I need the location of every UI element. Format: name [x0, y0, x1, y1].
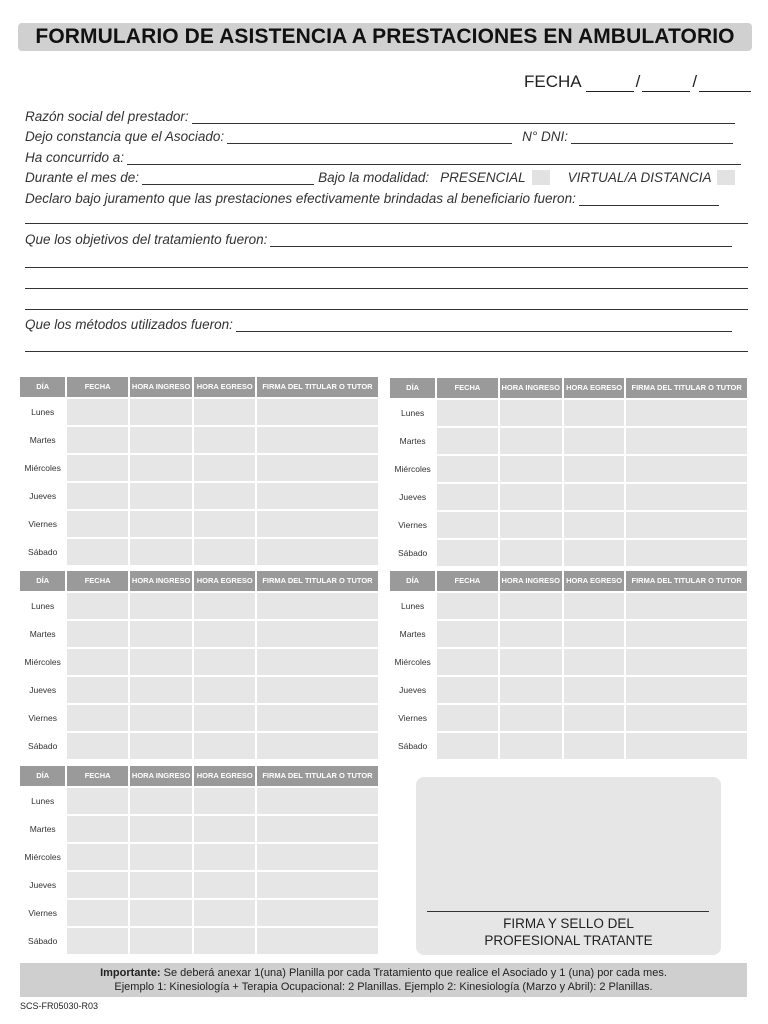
signature-line: [427, 911, 709, 912]
table-row: [390, 512, 747, 538]
schedule-table-2: [388, 376, 749, 568]
day-label: Miércoles: [390, 649, 435, 675]
hora-egreso-cell[interactable]: [564, 705, 624, 731]
table-row: [20, 816, 378, 842]
column-header: FECHA: [67, 571, 128, 591]
day-label: Martes: [390, 621, 435, 647]
hora-ingreso-cell[interactable]: [130, 677, 193, 703]
firma-cell[interactable]: [626, 621, 747, 647]
note-line-1: [20, 966, 747, 980]
hora-egreso-cell[interactable]: [194, 788, 255, 814]
table-row: [390, 621, 747, 647]
mes-label: Durante el mes de:: [25, 170, 140, 185]
mes-row: [25, 169, 735, 185]
day-label: Jueves: [390, 484, 435, 510]
column-header: FIRMA DEL TITULAR O TUTOR: [626, 378, 747, 398]
day-label: Miércoles: [20, 844, 65, 870]
fecha-cell[interactable]: [437, 649, 497, 675]
fecha-cell[interactable]: [67, 844, 128, 870]
asociado-field[interactable]: [227, 130, 512, 144]
day-label: Miércoles: [20, 455, 65, 481]
hora-egreso-cell[interactable]: [194, 649, 255, 675]
hora-egreso-cell[interactable]: [194, 705, 255, 731]
hora-egreso-cell[interactable]: [564, 593, 624, 619]
day-label: Miércoles: [20, 649, 65, 675]
hora-ingreso-cell[interactable]: [130, 788, 193, 814]
fecha-cell[interactable]: [67, 483, 128, 509]
table-row: [390, 484, 747, 510]
fecha-cell[interactable]: [437, 540, 497, 566]
asociado-row: [25, 128, 733, 144]
fecha-row: [524, 72, 751, 92]
day-label: Sábado: [390, 733, 435, 759]
form-title: FORMULARIO DE ASISTENCIA A PRESTACIONES EN AMBULATORIO: [18, 23, 752, 51]
column-header: FECHA: [437, 378, 497, 398]
hora-egreso-cell[interactable]: [194, 872, 255, 898]
schedule-table-4: [388, 569, 749, 761]
note-label: Importante:: [100, 967, 161, 979]
table-row: [390, 428, 747, 454]
hora-egreso-cell[interactable]: [194, 455, 255, 481]
hora-egreso-cell[interactable]: [564, 649, 624, 675]
table-row: [20, 455, 378, 481]
fecha-cell[interactable]: [67, 872, 128, 898]
hora-egreso-cell[interactable]: [194, 427, 255, 453]
column-header: DÍA: [390, 571, 435, 591]
hora-egreso-cell[interactable]: [564, 733, 624, 759]
fecha-cell[interactable]: [437, 456, 497, 482]
table-row: [390, 705, 747, 731]
fecha-sep-2: /: [692, 72, 698, 91]
column-header: FIRMA DEL TITULAR O TUTOR: [257, 377, 378, 397]
day-label: Lunes: [390, 400, 435, 426]
fecha-cell[interactable]: [67, 593, 128, 619]
table-row: [20, 539, 378, 565]
razon-social-field[interactable]: [192, 110, 735, 124]
column-header: FECHA: [67, 766, 128, 786]
column-header: DÍA: [390, 378, 435, 398]
table-row: [20, 872, 378, 898]
table-row: [20, 900, 378, 926]
day-label: Jueves: [20, 872, 65, 898]
firma-cell[interactable]: [626, 733, 747, 759]
hora-ingreso-cell[interactable]: [500, 540, 562, 566]
firma-cell[interactable]: [626, 677, 747, 703]
column-header: DÍA: [20, 571, 65, 591]
fecha-cell[interactable]: [437, 512, 497, 538]
fecha-cell[interactable]: [67, 455, 128, 481]
day-label: Viernes: [20, 900, 65, 926]
fecha-cell[interactable]: [67, 621, 128, 647]
day-label: Viernes: [390, 705, 435, 731]
objetivos-field[interactable]: [270, 233, 732, 247]
hora-ingreso-cell[interactable]: [130, 455, 193, 481]
day-label: Jueves: [20, 483, 65, 509]
day-label: Martes: [20, 621, 65, 647]
signature-box[interactable]: [416, 777, 721, 955]
firma-cell[interactable]: [257, 539, 378, 565]
fecha-cell[interactable]: [437, 400, 497, 426]
fecha-cell[interactable]: [67, 928, 128, 954]
day-label: Martes: [20, 427, 65, 453]
column-header: HORA INGRESO: [130, 377, 193, 397]
declaro-line-2[interactable]: [25, 223, 748, 224]
day-label: Lunes: [390, 593, 435, 619]
fecha-cell[interactable]: [437, 593, 497, 619]
firma-cell[interactable]: [626, 649, 747, 675]
schedule-table-3: [18, 569, 380, 761]
fecha-label: FECHA: [524, 72, 582, 91]
hora-egreso-cell[interactable]: [564, 484, 624, 510]
declaro-label: Declaro bajo juramento que las prestaciones efectivamente brindadas al beneficiario fueron:: [25, 191, 576, 206]
firma-cell[interactable]: [257, 733, 378, 759]
metodos-label: Que los métodos utilizados fueron:: [25, 317, 233, 332]
hora-egreso-cell[interactable]: [194, 677, 255, 703]
firma-cell[interactable]: [257, 816, 378, 842]
hora-ingreso-cell[interactable]: [130, 733, 193, 759]
fecha-cell[interactable]: [67, 511, 128, 537]
fecha-cell[interactable]: [67, 788, 128, 814]
form-code: SCS-FR05030-R03: [20, 1001, 99, 1011]
table-row: [20, 483, 378, 509]
hora-egreso-cell[interactable]: [194, 539, 255, 565]
hora-ingreso-cell[interactable]: [500, 428, 562, 454]
metodos-field[interactable]: [236, 318, 732, 332]
fecha-cell[interactable]: [67, 816, 128, 842]
column-header: HORA EGRESO: [194, 571, 255, 591]
fecha-cell[interactable]: [67, 399, 128, 425]
hora-egreso-cell[interactable]: [194, 483, 255, 509]
table-row: [20, 399, 378, 425]
column-header: HORA INGRESO: [130, 766, 193, 786]
table-row: [390, 733, 747, 759]
day-label: Jueves: [390, 677, 435, 703]
hora-egreso-cell[interactable]: [194, 816, 255, 842]
firma-cell[interactable]: [257, 483, 378, 509]
hora-ingreso-cell[interactable]: [500, 733, 562, 759]
table-row: [390, 400, 747, 426]
concurrido-row: [25, 149, 741, 165]
hora-ingreso-cell[interactable]: [500, 621, 562, 647]
fecha-cell[interactable]: [67, 677, 128, 703]
fecha-cell[interactable]: [437, 484, 497, 510]
fecha-day-field[interactable]: [586, 76, 634, 92]
table-row: [20, 928, 378, 954]
day-label: Miércoles: [390, 456, 435, 482]
hora-ingreso-cell[interactable]: [130, 649, 193, 675]
day-label: Sábado: [20, 928, 65, 954]
hora-ingreso-cell[interactable]: [130, 483, 193, 509]
firma-cell[interactable]: [257, 399, 378, 425]
firma-cell[interactable]: [257, 872, 378, 898]
hora-ingreso-cell[interactable]: [130, 844, 193, 870]
hora-egreso-cell[interactable]: [194, 844, 255, 870]
fecha-cell[interactable]: [437, 733, 497, 759]
hora-ingreso-cell[interactable]: [130, 427, 193, 453]
hora-egreso-cell[interactable]: [564, 621, 624, 647]
day-label: Lunes: [20, 788, 65, 814]
day-label: Sábado: [20, 733, 65, 759]
signature-caption: [416, 915, 721, 949]
razon-social-label: Razón social del prestador:: [25, 109, 189, 124]
objetivos-line-4[interactable]: [25, 309, 748, 310]
concurrido-label: Ha concurrido a:: [25, 150, 125, 165]
modalidad-label: Bajo la modalidad:: [318, 170, 430, 185]
table-row: [20, 511, 378, 537]
hora-ingreso-cell[interactable]: [500, 484, 562, 510]
objetivos-row: [25, 231, 732, 247]
firma-cell[interactable]: [257, 900, 378, 926]
hora-ingreso-cell[interactable]: [130, 399, 193, 425]
firma-cell[interactable]: [257, 705, 378, 731]
dni-label: N° DNI:: [522, 129, 569, 144]
firma-cell[interactable]: [626, 593, 747, 619]
column-header: HORA INGRESO: [500, 378, 562, 398]
table-row: [20, 593, 378, 619]
firma-cell[interactable]: [257, 649, 378, 675]
hora-egreso-cell[interactable]: [564, 540, 624, 566]
virtual-checkbox[interactable]: [717, 170, 735, 185]
hora-ingreso-cell[interactable]: [130, 872, 193, 898]
table-row: [20, 677, 378, 703]
hora-ingreso-cell[interactable]: [130, 593, 193, 619]
hora-ingreso-cell[interactable]: [500, 400, 562, 426]
razon-social-row: [25, 108, 735, 124]
table-row: [20, 649, 378, 675]
column-header: DÍA: [20, 377, 65, 397]
fecha-cell[interactable]: [67, 539, 128, 565]
column-header: HORA EGRESO: [564, 378, 624, 398]
table-row: [390, 540, 747, 566]
hora-egreso-cell[interactable]: [564, 512, 624, 538]
column-header: HORA INGRESO: [130, 571, 193, 591]
fecha-cell[interactable]: [67, 900, 128, 926]
table-row: [20, 733, 378, 759]
fecha-year-field[interactable]: [699, 76, 751, 92]
firma-cell[interactable]: [257, 621, 378, 647]
fecha-cell[interactable]: [67, 733, 128, 759]
column-header: HORA EGRESO: [194, 766, 255, 786]
fecha-cell[interactable]: [437, 705, 497, 731]
metodos-row: [25, 316, 732, 332]
day-label: Viernes: [20, 511, 65, 537]
hora-egreso-cell[interactable]: [194, 733, 255, 759]
hora-ingreso-cell[interactable]: [500, 677, 562, 703]
day-label: Sábado: [390, 540, 435, 566]
hora-ingreso-cell[interactable]: [130, 705, 193, 731]
day-label: Viernes: [20, 705, 65, 731]
table-row: [20, 705, 378, 731]
signature-caption-line-1: FIRMA Y SELLO DEL: [503, 916, 634, 931]
firma-cell[interactable]: [257, 844, 378, 870]
hora-egreso-cell[interactable]: [194, 621, 255, 647]
presencial-checkbox[interactable]: [532, 170, 550, 185]
fecha-cell[interactable]: [67, 649, 128, 675]
important-note: [20, 963, 747, 997]
column-header: HORA INGRESO: [500, 571, 562, 591]
firma-cell[interactable]: [626, 540, 747, 566]
firma-cell[interactable]: [257, 788, 378, 814]
hora-ingreso-cell[interactable]: [130, 621, 193, 647]
mes-field[interactable]: [142, 171, 314, 185]
firma-cell[interactable]: [257, 455, 378, 481]
day-label: Jueves: [20, 677, 65, 703]
hora-ingreso-cell[interactable]: [500, 705, 562, 731]
column-header: DÍA: [20, 766, 65, 786]
metodos-line-2[interactable]: [25, 351, 748, 352]
table-row: [390, 593, 747, 619]
day-label: Martes: [390, 428, 435, 454]
firma-cell[interactable]: [257, 511, 378, 537]
column-header: FECHA: [67, 377, 128, 397]
day-label: Viernes: [390, 512, 435, 538]
note-text-1: Se deberá anexar 1(una) Planilla por cada Tratamiento que realice el Asociado y 1 (una) por cada mes.: [160, 967, 667, 979]
table-row: [20, 427, 378, 453]
hora-ingreso-cell[interactable]: [500, 649, 562, 675]
hora-ingreso-cell[interactable]: [130, 816, 193, 842]
table-row: [390, 649, 747, 675]
dni-field[interactable]: [571, 130, 733, 144]
hora-egreso-cell[interactable]: [564, 428, 624, 454]
asociado-label: Dejo constancia que el Asociado:: [25, 129, 225, 144]
column-header: HORA EGRESO: [564, 571, 624, 591]
table-row: [390, 456, 747, 482]
schedule-table-1: [18, 375, 380, 567]
objetivos-line-2[interactable]: [25, 267, 748, 268]
table-row: [20, 621, 378, 647]
firma-cell[interactable]: [626, 456, 747, 482]
declaro-field[interactable]: [579, 192, 719, 206]
hora-ingreso-cell[interactable]: [130, 539, 193, 565]
hora-ingreso-cell[interactable]: [130, 900, 193, 926]
hora-egreso-cell[interactable]: [564, 400, 624, 426]
firma-cell[interactable]: [257, 928, 378, 954]
firma-cell[interactable]: [257, 677, 378, 703]
objetivos-line-3[interactable]: [25, 288, 748, 289]
fecha-sep-1: /: [635, 72, 641, 91]
day-label: Lunes: [20, 593, 65, 619]
column-header: HORA EGRESO: [194, 377, 255, 397]
objetivos-label: Que los objetivos del tratamiento fueron:: [25, 232, 268, 247]
firma-cell[interactable]: [626, 400, 747, 426]
day-label: Lunes: [20, 399, 65, 425]
firma-cell[interactable]: [257, 427, 378, 453]
fecha-cell[interactable]: [437, 428, 497, 454]
table-row: [20, 788, 378, 814]
hora-ingreso-cell[interactable]: [500, 512, 562, 538]
hora-egreso-cell[interactable]: [564, 677, 624, 703]
column-header: FIRMA DEL TITULAR O TUTOR: [257, 571, 378, 591]
presencial-label: PRESENCIAL: [440, 170, 526, 185]
firma-cell[interactable]: [626, 705, 747, 731]
hora-ingreso-cell[interactable]: [130, 928, 193, 954]
hora-egreso-cell[interactable]: [194, 593, 255, 619]
day-label: Martes: [20, 816, 65, 842]
column-header: FIRMA DEL TITULAR O TUTOR: [626, 571, 747, 591]
schedule-table-5: [18, 764, 380, 956]
signature-caption-line-2: PROFESIONAL TRATANTE: [484, 933, 653, 948]
fecha-month-field[interactable]: [642, 76, 690, 92]
hora-ingreso-cell[interactable]: [500, 593, 562, 619]
hora-egreso-cell[interactable]: [194, 399, 255, 425]
fecha-cell[interactable]: [437, 621, 497, 647]
table-row: [390, 677, 747, 703]
firma-cell[interactable]: [257, 593, 378, 619]
virtual-label: VIRTUAL/A DISTANCIA: [567, 170, 712, 185]
concurrido-field[interactable]: [127, 151, 741, 165]
fecha-cell[interactable]: [437, 677, 497, 703]
hora-egreso-cell[interactable]: [194, 928, 255, 954]
hora-ingreso-cell[interactable]: [130, 511, 193, 537]
column-header: FECHA: [437, 571, 497, 591]
firma-cell[interactable]: [626, 484, 747, 510]
firma-cell[interactable]: [626, 512, 747, 538]
hora-ingreso-cell[interactable]: [500, 456, 562, 482]
fecha-cell[interactable]: [67, 427, 128, 453]
declaro-row: [25, 190, 719, 206]
column-header: FIRMA DEL TITULAR O TUTOR: [257, 766, 378, 786]
fecha-cell[interactable]: [67, 705, 128, 731]
table-row: [20, 844, 378, 870]
firma-cell[interactable]: [626, 428, 747, 454]
hora-egreso-cell[interactable]: [564, 456, 624, 482]
hora-egreso-cell[interactable]: [194, 511, 255, 537]
day-label: Sábado: [20, 539, 65, 565]
note-text-2: Ejemplo 1: Kinesiología + Terapia Ocupacional: 2 Planillas. Ejemplo 2: Kinesiología (Marzo y Abril): 2 Planillas.: [114, 981, 653, 993]
hora-egreso-cell[interactable]: [194, 900, 255, 926]
